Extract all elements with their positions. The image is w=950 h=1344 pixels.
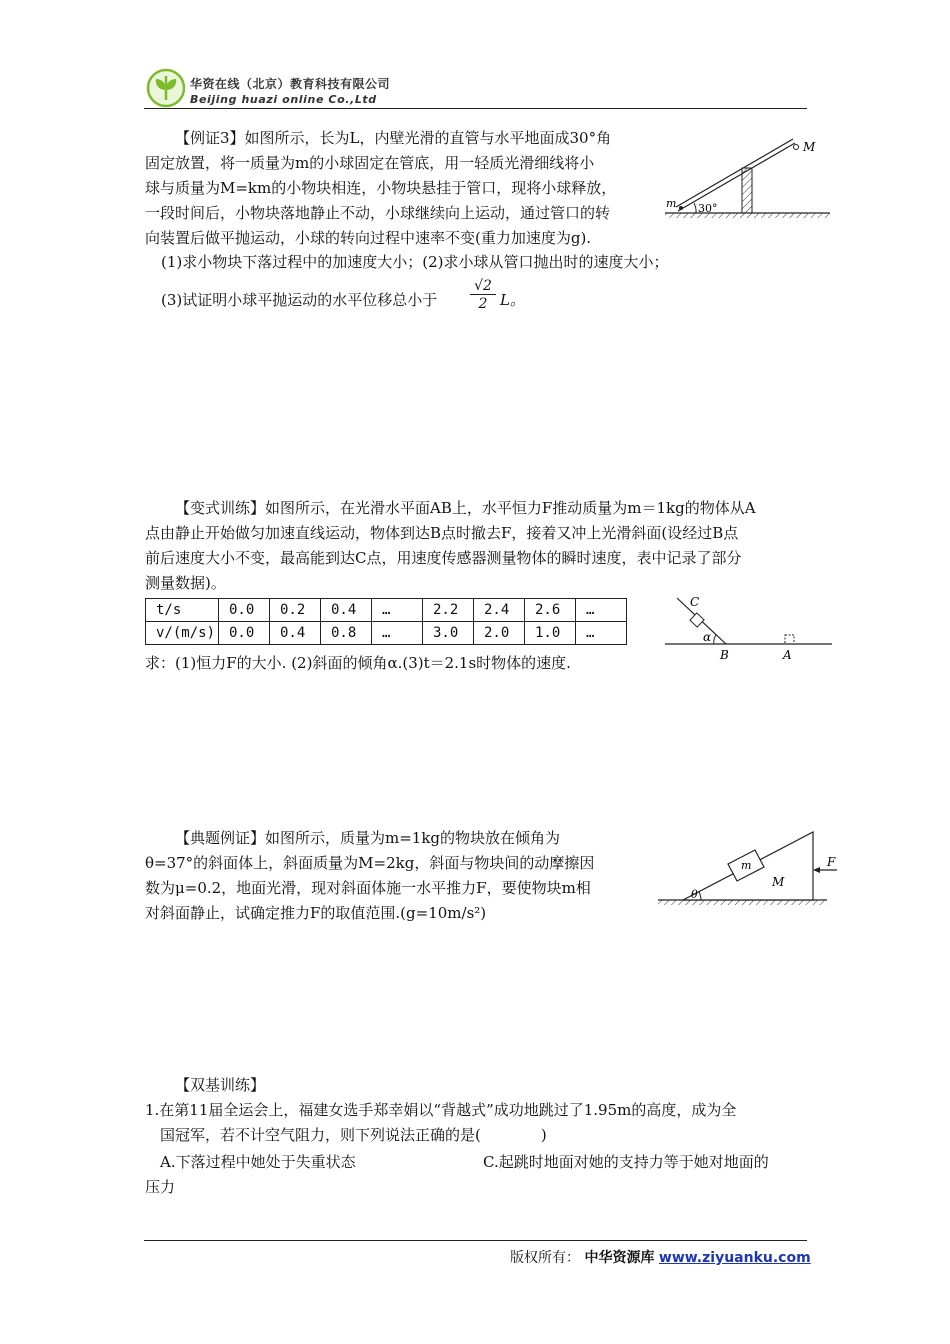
company-name-en: Beijing huazi online Co.,Ltd [190,93,377,106]
example3-line-5: 向装置后做平抛运动，小球的转向过程中速率不变(重力加速度为g). [145,229,592,247]
velocity-table [145,598,627,645]
example3-line-2: 固定放置，将一质量为m的小球固定在管底，用一轻质光滑细线将小 [145,154,595,172]
table-cell: 0.2 [270,599,321,622]
tube-lower-edge [678,143,795,211]
example3-line-4: 一段时间后，小物块落地静止不动，小球继续向上运动，通过管口的转 [145,204,611,222]
alpha-arc [714,635,716,644]
table-cell: 2.6 [525,599,576,622]
table-cell: 0.8 [321,622,372,645]
tube-incline-figure [660,135,840,225]
footer-rule [144,1240,807,1241]
table-cell: 0.0 [219,599,270,622]
double-basic-heading: 【双基训练】 [175,1076,266,1094]
typical-line-2: θ=37°的斜面体上，斜面质量为M=2kg，斜面与物块间的动摩擦因 [145,854,595,872]
fraction-numerator: √2 [470,278,496,295]
table-row [146,622,627,645]
example3-question-3: (3)试证明小球平抛运动的水平位移总小于 [161,291,438,309]
tube-mouth-pulley [794,145,799,150]
table-cell: t/s [146,599,219,622]
table-cell: 2.0 [474,622,525,645]
example3-line-1: 【例证3】如图所示，长为L，内壁光滑的直管与水平地面成30°角 [175,129,612,147]
label-alpha: α [703,630,712,644]
fraction-denominator: 2 [478,296,488,312]
slope-plane-figure [660,590,840,665]
example3-line-3: 球与质量为M=km的小物块相连，小物块悬挂于管口，现将小球释放， [145,179,617,197]
footer-brand: 中华资源库 [584,1250,655,1266]
label-angle-30: 30° [698,202,718,215]
example3-question-3-suffix: L。 [500,291,525,309]
table-cell: 1.0 [525,622,576,645]
footer-link[interactable]: www.ziyuanku.com [658,1250,811,1266]
label-A: A [783,648,792,662]
option-c: C.起跳时地面对她的支持力等于她对地面的 [483,1153,769,1171]
example3-question-1-2: (1)求小物块下落过程中的加速度大小；(2)求小球从管口抛出时的速度大小； [161,253,669,271]
variant-line-4: 测量数据)。 [145,574,226,592]
table-cell: … [576,622,627,645]
support-post [742,168,752,213]
table-cell: 2.4 [474,599,525,622]
table-row [146,599,627,622]
table-cell: … [372,599,423,622]
table-cell: 3.0 [423,622,474,645]
table-cell: 0.4 [321,599,372,622]
company-logo [146,68,186,108]
label-m: m [666,197,677,210]
variant-line-3: 前后速度大小不变，最高能到达C点，用速度传感器测量物体的瞬时速度，表中记录了部分 [145,549,742,567]
wedge-block-figure [655,822,840,912]
question-1-line-1: 1.在第11届全运会上，福建女选手郑幸娟以“背越式”成功地跳过了1.95m的高度，成为全 [145,1101,737,1119]
footer-copyright [510,1247,811,1267]
table-cell: 2.2 [423,599,474,622]
header-rule [144,108,807,109]
variant-line-1: 【变式训练】如图所示，在光滑水平面AB上，水平恒力F推动质量为m＝1kg的物体从A [175,499,756,517]
variant-line-2: 点由静止开始做匀加速直线运动，物体到达B点时撤去F，接着又冲上光滑斜面(设经过B点 [145,524,739,542]
block-at-A [785,635,794,644]
variant-question: 求：(1)恒力F的大小. (2)斜面的倾角α.(3)t＝2.1s时物体的速度. [145,654,571,672]
table-cell: … [576,599,627,622]
ball-m [679,206,683,210]
option-c-continued: 压力 [145,1178,176,1196]
footer-prefix: 版权所有： [510,1250,580,1266]
typical-line-3: 数为μ=0.2，地面光滑，现对斜面体施一水平推力F，要使物块m相 [145,879,591,897]
label-theta: θ [691,888,698,901]
label-m: m [741,859,752,872]
company-name-cn: 华资在线（北京）教育科技有限公司 [190,77,391,91]
question-1-line-2: 国冠军，若不计空气阻力，则下列说法正确的是( ) [160,1126,547,1144]
typical-line-4: 对斜面静止，试确定推力F的取值范围.(g=10m/s²) [145,904,487,922]
option-a: A.下落过程中她处于失重状态 [160,1153,356,1171]
table-cell: 0.4 [270,622,321,645]
tube-upper-edge [676,139,793,207]
label-B: B [720,648,729,662]
label-M: M [772,875,785,889]
label-C: C [690,595,700,609]
table-cell: … [372,622,423,645]
angle-arc [694,203,696,213]
fraction-sqrt2-over-2 [470,278,496,313]
ground-hatch [665,213,830,218]
table-cell: 0.0 [219,622,270,645]
ground-hatch [658,900,827,905]
block-on-slope [690,613,704,627]
label-F: F [827,855,836,869]
label-M: M [803,140,816,154]
table-cell: v/(m/s) [146,622,219,645]
force-arrowhead [813,867,820,873]
typical-line-1: 【典题例证】如图所示，质量为m=1kg的物块放在倾角为 [175,829,561,847]
